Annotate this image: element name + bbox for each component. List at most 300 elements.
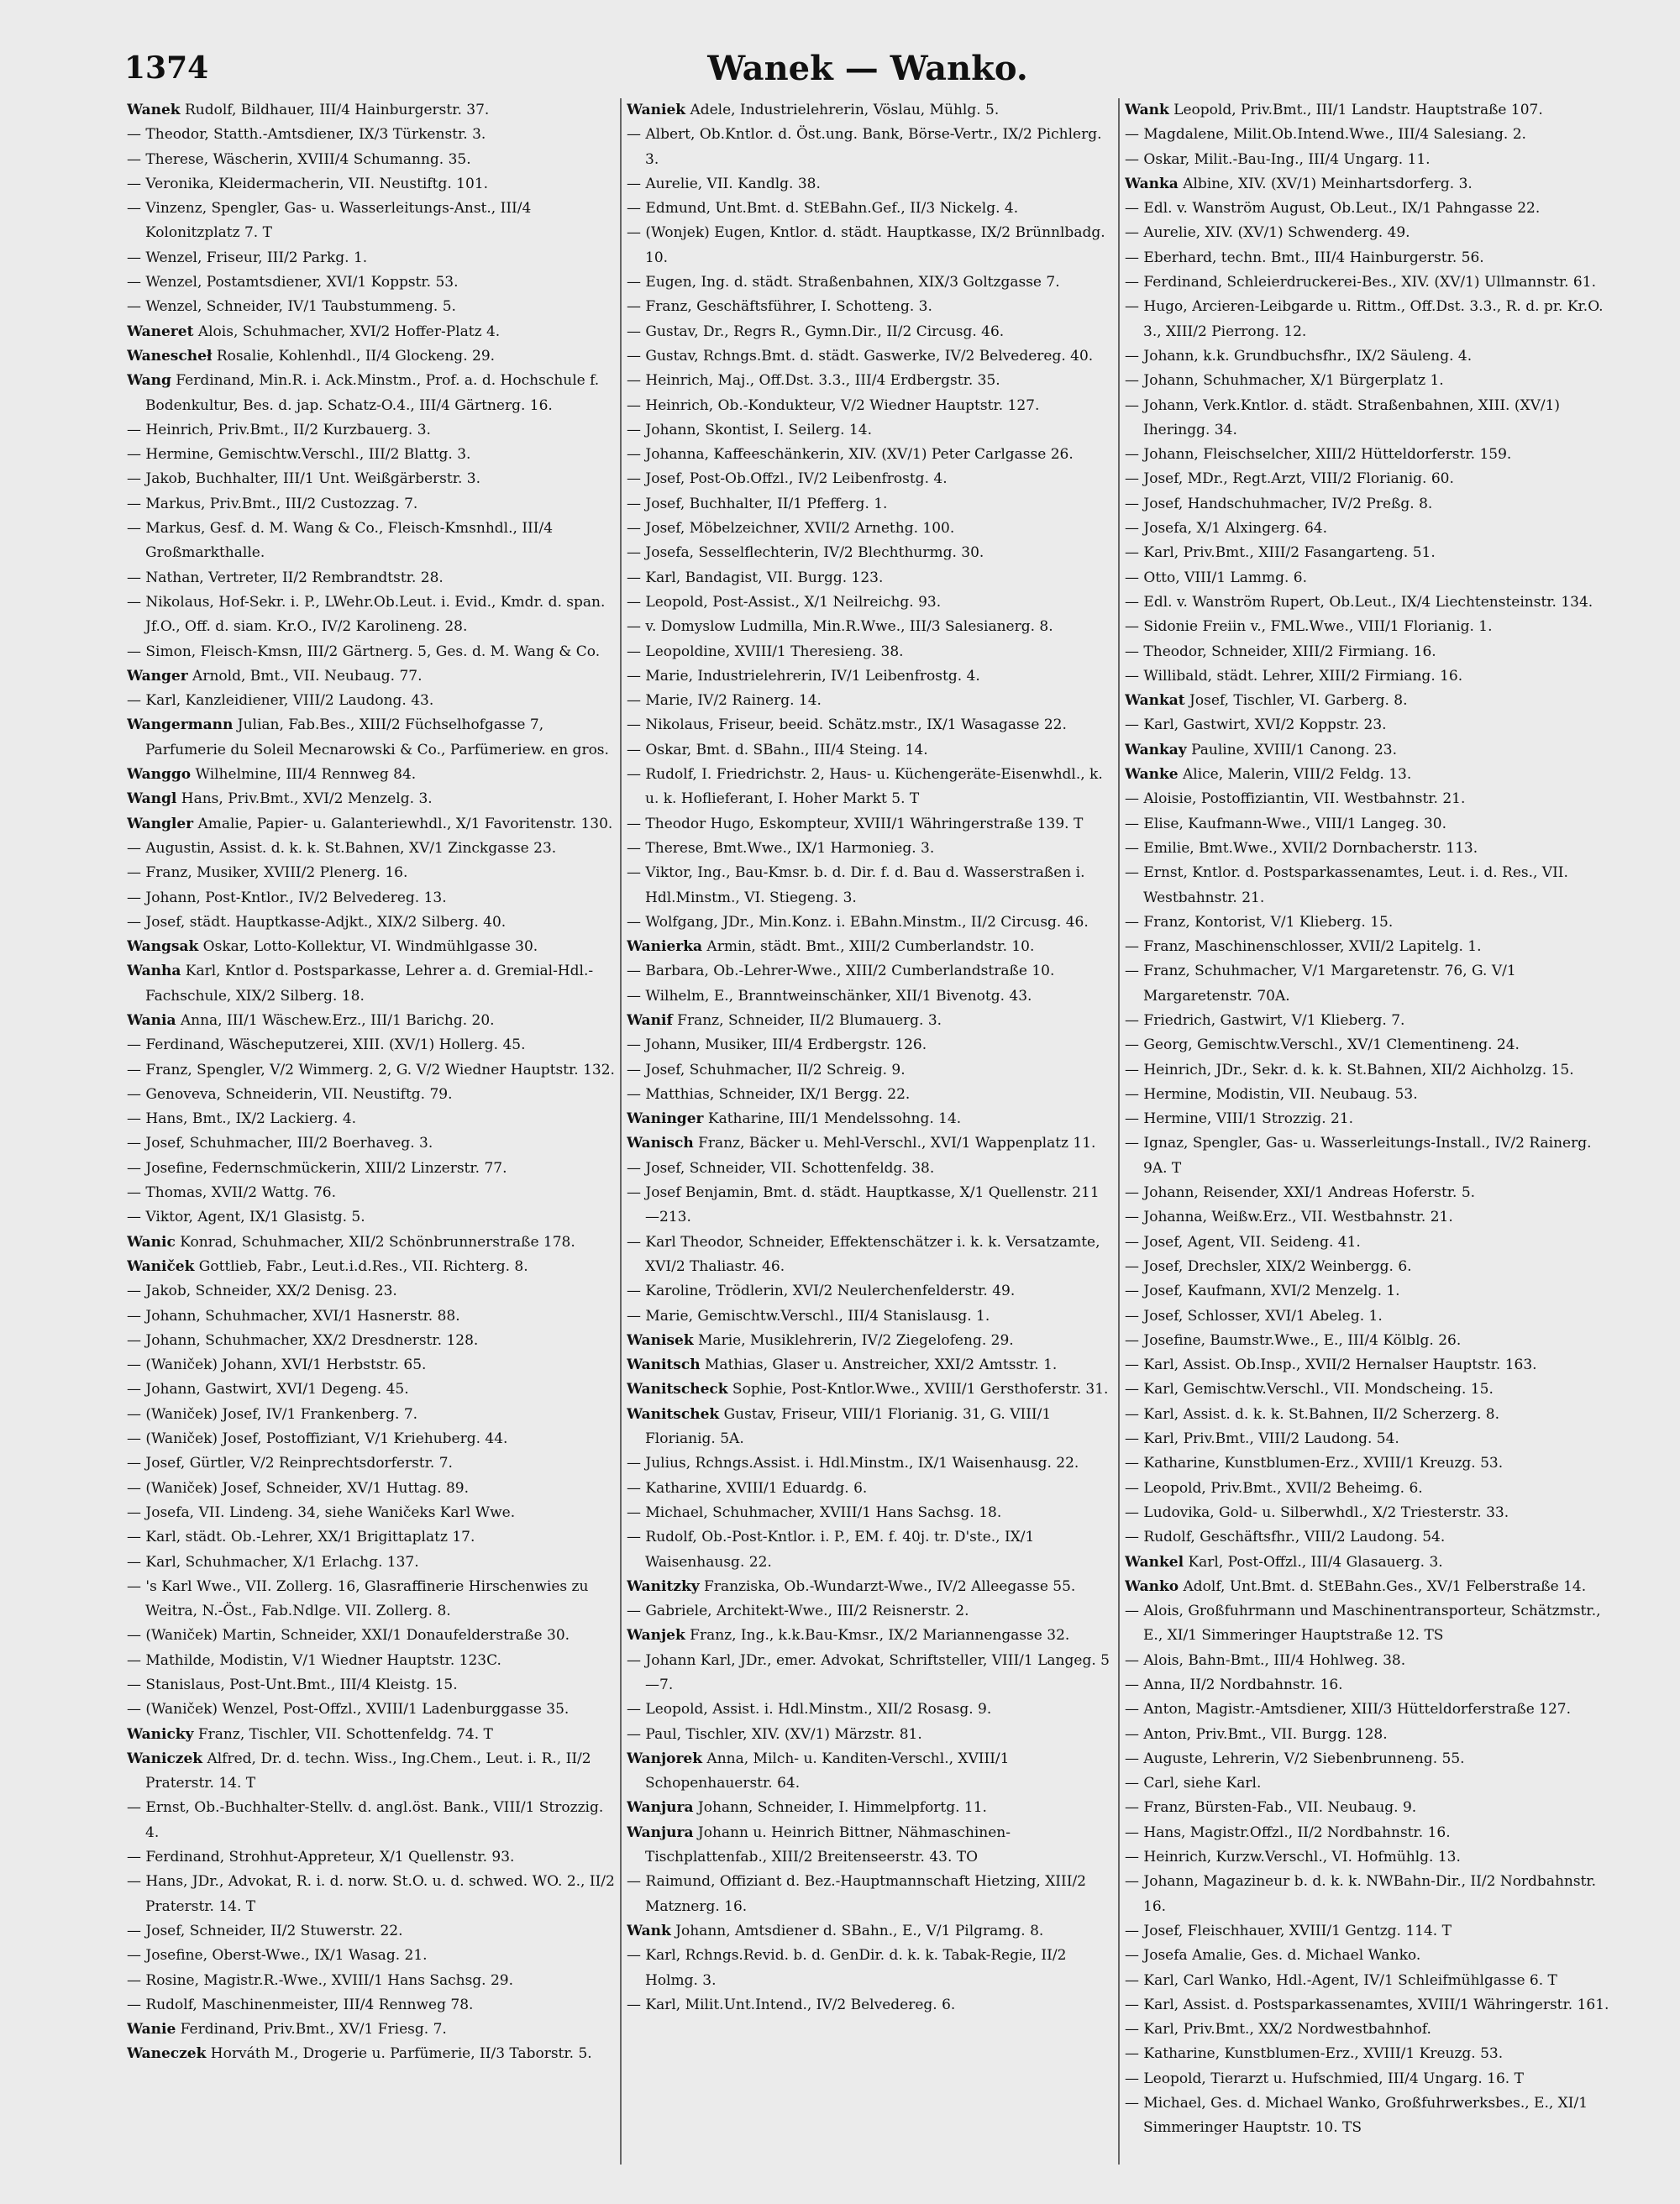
entry-text: — Josef, Drechsler, XIX/2 Weinbergg. 6. <box>1125 1257 1412 1275</box>
entry-text: Gustav, Friseur, VIII/1 Florianig. 31, G. VIII/1 Florianig. 5A. <box>645 1405 1052 1448</box>
entry-headword: Wanjorek <box>627 1750 703 1767</box>
entry-headword: Wank <box>627 1922 671 1939</box>
entry-text: — Hans, Bmt., IX/2 Lackierg. 4. <box>127 1110 357 1128</box>
entry-text: Franz, Bäcker u. Mehl-Verschl., XVI/1 Wappenplatz 11. <box>693 1135 1096 1152</box>
directory-entry <box>1125 837 1611 861</box>
directory-entry <box>1125 615 1611 639</box>
directory-entry <box>127 320 615 344</box>
entry-text: — Karl, Gastwirt, XVI/2 Koppstr. 23. <box>1125 716 1387 734</box>
directory-entry <box>1125 197 1611 221</box>
directory-entry <box>127 1551 615 1575</box>
entry-text: — Markus, Priv.Bmt., III/2 Custozzag. 7. <box>127 495 418 512</box>
directory-entry <box>127 566 615 590</box>
directory-entry <box>1125 959 1611 1009</box>
entry-text: Franz, Ing., k.k.Bau-Kmsr., IX/2 Mariannengasse 32. <box>685 1627 1070 1645</box>
entry-text: Adele, Industrielehrerin, Vöslau, Mühlg. 5. <box>685 102 1000 118</box>
entry-text: — Otto, VIII/1 Lammg. 6. <box>1125 569 1307 586</box>
entry-text: — Leopoldine, XVIII/1 Theresieng. 38. <box>627 643 904 660</box>
entry-text: Albine, XIV. (XV/1) Meinhartsdorferg. 3. <box>1178 175 1473 192</box>
directory-entry <box>1125 689 1611 713</box>
entry-text: — Gustav, Dr., Regrs R., Gymn.Dir., II/2 Circusg. 46. <box>627 323 1005 340</box>
directory-entry <box>1125 1845 1611 1870</box>
directory-entry <box>627 935 1113 959</box>
entry-text: — Josef, Kaufmann, XVI/2 Menzelg. 1. <box>1125 1283 1400 1300</box>
entry-text: — Rudolf, Ob.-Post-Kntlor. i. P., EM. f. 40j. tr. D'ste., IX/1 Waisenhausg. 22. <box>627 1529 1035 1571</box>
entry-text: — Leopold, Tierarzt u. Hufschmied, III/4 Ungarg. 16. T <box>1125 2070 1524 2087</box>
entry-text: — Anton, Magistr.-Amtsdiener, XIII/3 Hütteldorferstraße 127. <box>1125 1701 1572 1719</box>
directory-entry <box>1125 1796 1611 1820</box>
entry-text: — Nikolaus, Friseur, beeid. Schätz.mstr., IX/1 Wasagasse 22. <box>627 716 1067 734</box>
entry-text: — Sidonie Freiin v., FML.Wwe., VIII/1 Florianig. 1. <box>1125 618 1493 636</box>
entry-text: Franz, Tischler, VII. Schottenfeldg. 74. T <box>193 1725 493 1743</box>
directory-entry <box>627 295 1113 319</box>
entry-text: Armin, städt. Bmt., XIII/2 Cumberlandstr. 10. <box>702 938 1035 956</box>
entry-text: — Hermine, VIII/1 Strozzig. 21. <box>1125 1110 1354 1128</box>
entry-text: — Georg, Gemischtw.Verschl., XV/1 Clementineng. 24. <box>1125 1036 1520 1054</box>
directory-entry <box>627 369 1113 393</box>
directory-entry <box>627 566 1113 590</box>
directory-entry <box>127 1131 615 1156</box>
entry-headword: Wanjek <box>627 1627 685 1645</box>
directory-entry <box>627 1083 1113 1107</box>
entry-text: — Ernst, Kntlor. d. Postsparkassenamtes, Leut. i. d. Res., VII. Westbahnstr. 21. <box>1125 864 1568 906</box>
directory-entry <box>127 1231 615 1255</box>
directory-entry <box>627 861 1113 910</box>
entry-text: — Ludovika, Gold- u. Silberwhdl., X/2 Triesterstr. 33. <box>1125 1503 1509 1521</box>
entry-text: — Johann, Schuhmacher, X/1 Bürgerplatz 1. <box>1125 372 1444 390</box>
entry-text: — Josef, Fleischhauer, XVIII/1 Gentzg. 114. T <box>1125 1922 1452 1939</box>
directory-entry <box>1125 812 1611 837</box>
entry-text: — Rudolf, Maschinenmeister, III/4 Rennweg 78. <box>127 1996 474 2013</box>
directory-entry <box>127 295 615 319</box>
entry-text: Franziska, Ob.-Wundarzt-Wwe., IV/2 Alleegasse 55. <box>699 1577 1076 1595</box>
entry-text: — Stanislaus, Post-Unt.Bmt., III/4 Kleistg. 15. <box>127 1677 458 1693</box>
entry-headword: Wankay <box>1125 741 1187 758</box>
entry-headword: Wanitzky <box>627 1577 700 1595</box>
entry-text: Julian, Fab.Bes., XIII/2 Füchselhofgasse 7, Parfumerie du Soleil Mecnarowski & Co., Parfümeriew. en gros. <box>145 716 609 758</box>
entry-text: — Franz, Musiker, XVIII/2 Plenerg. 16. <box>127 864 408 882</box>
entry-text: — Karl Theodor, Schneider, Effektenschätzer i. k. k. Versatzamte, XVI/2 Thaliastr. 46. <box>627 1233 1100 1275</box>
directory-entry <box>127 713 615 763</box>
entry-text: — Josef, Schuhmacher, III/2 Boerhaveg. 3. <box>127 1135 433 1152</box>
directory-entry <box>1125 1231 1611 1255</box>
directory-entry <box>127 98 615 123</box>
entry-headword: Waneczek <box>127 2045 207 2063</box>
directory-entry <box>627 418 1113 443</box>
directory-entry <box>627 1451 1113 1476</box>
directory-entry <box>1125 738 1611 763</box>
entry-text: — Franz, Kontorist, V/1 Klieberg. 15. <box>1125 913 1394 931</box>
entry-text: — Josef, Buchhalter, II/1 Pfefferg. 1. <box>627 495 888 512</box>
directory-entry <box>1125 1329 1611 1353</box>
entry-text: — Wilhelm, E., Branntweinschänker, XII/1 Bivenotg. 43. <box>627 987 1032 1005</box>
entry-headword: Wanisch <box>627 1135 694 1152</box>
entry-text: — Rudolf, I. Friedrichstr. 2, Haus- u. Küchengeräte-Eisenwhdl., k. u. k. Hoflieferant, I. Hoher Markt 5. T <box>627 766 1103 808</box>
entry-text: Johann, Amtsdiener d. SBahn., E., V/1 Pilgramg. 8. <box>670 1922 1044 1939</box>
entry-text: — Barbara, Ob.-Lehrer-Wwe., XIII/2 Cumberlandstraße 10. <box>627 963 1055 980</box>
directory-entry <box>627 1944 1113 1993</box>
directory-entry <box>627 959 1113 984</box>
directory-entry <box>627 1723 1113 1747</box>
entry-text: — Friedrich, Gastwirt, V/1 Klieberg. 7. <box>1125 1011 1405 1029</box>
entry-text: — Johanna, Kaffeeschänkerin, XIV. (XV/1) Peter Carlgasse 26. <box>627 446 1074 464</box>
entry-text: — Josef Benjamin, Bmt. d. städt. Hauptkasse, X/1 Quellenstr. 211—213. <box>627 1184 1100 1226</box>
directory-entry <box>127 246 615 270</box>
entry-text: — Genoveva, Schneiderin, VII. Neustiftg. 79. <box>127 1085 453 1103</box>
entry-headword: Wanjura <box>627 1799 694 1817</box>
directory-entry <box>127 935 615 959</box>
directory-entry <box>1125 443 1611 467</box>
entry-headword: Wanitsch <box>627 1357 701 1374</box>
directory-entry <box>1125 1649 1611 1673</box>
entry-text: — Karl, Rchngs.Revid. b. d. GenDir. d. k. k. Tabak-Regie, II/2 Holmg. 3. <box>627 1947 1067 1989</box>
directory-entry <box>1125 295 1611 344</box>
directory-entry <box>627 1525 1113 1575</box>
directory-entry <box>127 1451 615 1476</box>
entry-text: Ferdinand, Min.R. i. Ack.Minstm., Prof. a. d. Hochschule f. Bodenkultur, Bes. d. jap. Schatz-O.4., III/4 Gärtnerg. 16. <box>145 372 600 414</box>
entry-text: — Anna, II/2 Nordbahnstr. 16. <box>1125 1677 1343 1693</box>
entry-text: — Karl, Priv.Bmt., XIII/2 Fasangarteng. 51. <box>1125 544 1436 562</box>
entry-text: — Josef, Gürtler, V/2 Reinprechtsdorferstr. 7. <box>127 1455 453 1472</box>
entry-text: — Alois, Bahn-Bmt., III/4 Hohlweg. 38. <box>1125 1651 1406 1669</box>
directory-entry <box>1125 1698 1611 1722</box>
entry-text: — Alois, Großfuhrmann und Maschinentransporteur, Schätzmstr., E., XI/1 Simmeringer Hauptstraße 12. TS <box>1125 1603 1601 1645</box>
directory-entry <box>627 1157 1113 1181</box>
entry-text: — Rosine, Magistr.R.-Wwe., XVIII/1 Hans Sachsg. 29. <box>127 1971 514 1989</box>
entry-text: — Karl, Priv.Bmt., VIII/2 Laudong. 54. <box>1125 1430 1399 1448</box>
entry-text: — Leopold, Assist. i. Hdl.Minstm., XII/2 Rosasg. 9. <box>627 1701 992 1719</box>
directory-entry <box>1125 1919 1611 1944</box>
entry-text: — Jakob, Schneider, XX/2 Denisg. 23. <box>127 1283 397 1300</box>
entry-text: — Jakob, Buchhalter, III/1 Unt. Weißgärberstr. 3. <box>127 470 480 488</box>
directory-entry <box>127 1353 615 1378</box>
directory-entry <box>127 861 615 885</box>
entry-text: — Theodor, Schneider, XIII/2 Firmiang. 16. <box>1125 643 1436 660</box>
entry-text: Katharine, III/1 Mendelssohng. 14. <box>703 1110 962 1128</box>
entry-text: Josef, Tischler, VI. Garberg. 8. <box>1184 692 1408 710</box>
entry-headword: Wania <box>127 1011 176 1029</box>
entry-text: — Edmund, Unt.Bmt. d. StEBahn.Gef., II/3 Nickelg. 4. <box>627 200 1019 218</box>
entry-text: — Gustav, Rchngs.Bmt. d. städt. Gaswerke, IV/2 Belvedereg. 40. <box>627 347 1094 365</box>
entry-text: — Ferdinand, Wäscheputzerei, XIII. (XV/1) Hollerg. 45. <box>127 1036 526 1054</box>
entry-text: — Willibald, städt. Lehrer, XIII/2 Firmiang. 16. <box>1125 667 1463 685</box>
entry-text: — Aurelie, XIV. (XV/1) Schwenderg. 49. <box>1125 224 1410 242</box>
directory-entry <box>127 517 615 566</box>
directory-entry <box>627 1698 1113 1722</box>
entry-headword: Wanha <box>127 963 181 980</box>
directory-entry <box>127 640 615 664</box>
directory-entry <box>1125 1033 1611 1057</box>
entry-text: — (Waniček) Martin, Schneider, XXI/1 Donaufelderstraße 30. <box>127 1627 570 1645</box>
directory-entry <box>127 1673 615 1698</box>
entry-headword: Wangsak <box>127 938 199 956</box>
directory-entry <box>1125 221 1611 245</box>
entry-text: — Josef, Schneider, VII. Schottenfeldg. 38. <box>627 1159 935 1177</box>
directory-entry <box>1125 467 1611 491</box>
directory-entry <box>1125 172 1611 197</box>
directory-entry <box>1125 1599 1611 1649</box>
directory-entry <box>127 1698 615 1722</box>
directory-entry <box>627 664 1113 689</box>
entry-text: — Katharine, XVIII/1 Eduardg. 6. <box>627 1479 868 1497</box>
directory-entry <box>127 1304 615 1329</box>
directory-entry <box>127 1624 615 1648</box>
entry-headword: Waniček <box>127 1257 195 1275</box>
directory-entry <box>627 1599 1113 1624</box>
entry-headword: Wanif <box>627 1011 673 1029</box>
directory-entry <box>127 1919 615 1944</box>
entry-text: — Karl, städt. Ob.-Lehrer, XX/1 Brigittaplatz 17. <box>127 1529 475 1546</box>
directory-entry <box>627 197 1113 221</box>
entry-text: Arnold, Bmt., VII. Neubaug. 77. <box>187 667 423 685</box>
entry-text: — Michael, Ges. d. Michael Wanko, Großfuhrwerksbes., E., XI/1 Simmeringer Hauptstr. 10. TS <box>1125 2095 1588 2137</box>
entry-text: Rudolf, Bildhauer, III/4 Hainburgerstr. 37. <box>180 102 490 118</box>
entry-text: — Aloisie, Postoffiziantin, VII. Westbahnstr. 21. <box>1125 790 1466 808</box>
directory-entry <box>127 1279 615 1304</box>
entry-text: — Hugo, Arcieren-Leibgarde u. Rittm., Off.Dst. 3.3., R. d. pr. Kr.O. 3., XIII/2 Pierrong. 12. <box>1125 298 1604 340</box>
entry-text: — Johann, Schuhmacher, XX/2 Dresdnerstr. 128. <box>127 1331 479 1349</box>
entry-text: — Karoline, Trödlerin, XVI/2 Neulerchenfelderstr. 49. <box>627 1283 1016 1300</box>
directory-entry <box>127 1329 615 1353</box>
entry-headword: Wangermann <box>127 716 234 734</box>
directory-entry <box>1125 1181 1611 1205</box>
directory-entry <box>1125 369 1611 393</box>
entry-text: — Albert, Ob.Kntlor. d. Öst.ung. Bank, Börse-Vertr., IX/2 Pichlerg. 3. <box>627 126 1102 168</box>
entry-text: — Johann, Magazineur b. d. k. k. NWBahn-Dir., II/2 Nordbahnstr. 16. <box>1125 1873 1597 1915</box>
entry-text: — Josefine, Federnschmückerin, XIII/2 Linzerstr. 77. <box>127 1159 507 1177</box>
entry-text: — Julius, Rchngs.Assist. i. Hdl.Minstm., IX/1 Waisenhausg. 22. <box>627 1455 1079 1472</box>
entry-text: — Karl, Assist. d. Postsparkassenamtes, XVIII/1 Währingerstr. 161. <box>1125 1996 1609 2013</box>
entry-headword: Wanic <box>127 1233 176 1251</box>
directory-entry <box>627 738 1113 763</box>
directory-entry <box>1125 1427 1611 1451</box>
entry-headword: Waniek <box>627 102 686 118</box>
directory-entry <box>627 344 1113 369</box>
directory-entry <box>1125 1451 1611 1476</box>
directory-entry <box>127 1181 615 1205</box>
directory-entry <box>627 1477 1113 1501</box>
entry-headword: Wanie <box>127 2021 176 2039</box>
entry-text: Anna, III/1 Wäschew.Erz., III/1 Barichg. 20. <box>176 1011 495 1029</box>
entry-text: — Josef, Schneider, II/2 Stuwerstr. 22. <box>127 1922 403 1939</box>
entry-text: — Johann, Verk.Kntlor. d. städt. Straßenbahnen, XIII. (XV/1) Iheringg. 34. <box>1125 396 1561 438</box>
entry-text: — Johann, k.k. Grundbuchsfhr., IX/2 Säuleng. 4. <box>1125 347 1473 365</box>
directory-entry <box>1125 1723 1611 1747</box>
directory-entry <box>127 1058 615 1083</box>
directory-entry <box>1125 1403 1611 1427</box>
directory-entry <box>127 1107 615 1131</box>
directory-entry <box>627 1821 1113 1871</box>
entry-text: Alice, Malerin, VIII/2 Feldg. 13. <box>1178 766 1412 784</box>
entry-text: — Johanna, Weißw.Erz., VII. Westbahnstr. 21. <box>1125 1209 1453 1226</box>
entry-text: — Karl, Carl Wanko, Hdl.-Agent, IV/1 Schleifmühlgasse 6. T <box>1125 1971 1557 1989</box>
directory-entry <box>1125 1575 1611 1599</box>
directory-entry <box>127 1870 615 1919</box>
entry-text: Johann, Schneider, I. Himmelpfortg. 11. <box>693 1799 987 1817</box>
entry-text: — Johann, Musiker, III/4 Erdbergstr. 126. <box>627 1036 927 1054</box>
directory-entry <box>127 886 615 910</box>
directory-entry <box>127 763 615 787</box>
entry-headword: Wanek <box>127 102 181 118</box>
directory-entry <box>627 221 1113 270</box>
directory-entry <box>127 959 615 1009</box>
entry-text: — Viktor, Ing., Bau-Kmsr. b. d. Dir. f. d. Bau d. Wasserstraßen i. Hdl.Minstm., VI. Stiegeng. 3. <box>627 864 1085 906</box>
entry-text: Marie, Musiklehrerin, IV/2 Ziegelofeng. 29. <box>693 1331 1014 1349</box>
entry-text: — Johann, Post-Kntlor., IV/2 Belvedereg. 13. <box>127 889 447 906</box>
directory-entry <box>127 197 615 246</box>
entry-text: Karl, Post-Offzl., III/4 Glasauerg. 3. <box>1184 1553 1443 1571</box>
entry-text: — Hans, Magistr.Offzl., II/2 Nordbahnstr. 16. <box>1125 1824 1451 1841</box>
entry-text: — Josef, Möbelzeichner, XVII/2 Arnethg. 100. <box>627 520 955 538</box>
entry-text: — Mathilde, Modistin, V/1 Wiedner Hauptstr. 123C. <box>127 1651 501 1669</box>
entry-headword: Waniczek <box>127 1750 203 1767</box>
directory-entry <box>1125 2018 1611 2042</box>
directory-entry <box>1125 492 1611 517</box>
directory-entry <box>127 1796 615 1845</box>
entry-text: — Aurelie, VII. Kandlg. 38. <box>627 175 821 192</box>
directory-entry <box>1125 517 1611 541</box>
directory-entry <box>627 1231 1113 1280</box>
directory-entry <box>627 640 1113 664</box>
entry-text: — Oskar, Bmt. d. SBahn., III/4 Steing. 14. <box>627 741 928 758</box>
entry-text: — Auguste, Lehrerin, V/2 Siebenbrunneng. 55. <box>1125 1750 1465 1767</box>
entry-headword: Wanierka <box>627 938 703 956</box>
directory-entry <box>127 1575 615 1624</box>
directory-entry <box>127 467 615 491</box>
directory-entry <box>127 910 615 935</box>
directory-entry <box>127 812 615 837</box>
directory-entry <box>127 1477 615 1501</box>
entry-text: Sophie, Post-Kntlor.Wwe., XVIII/1 Gersthoferstr. 31. <box>727 1381 1109 1398</box>
directory-entry <box>627 1993 1113 2018</box>
directory-entry <box>1125 1673 1611 1698</box>
running-head: Wanek — Wanko. <box>707 49 1028 88</box>
directory-entry <box>1125 1477 1611 1501</box>
column-2 <box>620 98 1118 2165</box>
directory-entry <box>127 590 615 640</box>
entry-text: — Eberhard, techn. Bmt., III/4 Hainburgerstr. 56. <box>1125 249 1484 266</box>
entry-headword: Wankat <box>1125 692 1185 710</box>
entry-text: — Marie, Gemischtw.Verschl., III/4 Stanislausg. 1. <box>627 1307 990 1325</box>
entry-text: — Vinzenz, Spengler, Gas- u. Wasserleitungs-Anst., III/4 Kolonitzplatz 7. T <box>127 200 532 242</box>
entry-text: — Elise, Kaufmann-Wwe., VIII/1 Langeg. 30. <box>1125 815 1447 832</box>
directory-entry <box>127 443 615 467</box>
directory-entry <box>127 1157 615 1181</box>
directory-entry <box>1125 2091 1611 2141</box>
entry-text: — Karl, Assist. Ob.Insp., XVII/2 Hernalser Hauptstr. 163. <box>1125 1357 1537 1374</box>
directory-entry <box>127 2018 615 2042</box>
directory-entry <box>627 713 1113 737</box>
entry-text: — (Waniček) Josef, IV/1 Frankenberg. 7. <box>127 1405 418 1423</box>
entry-text: — Franz, Bürsten-Fab., VII. Neubaug. 9. <box>1125 1799 1417 1817</box>
directory-entry <box>1125 1279 1611 1304</box>
directory-entry <box>1125 1083 1611 1107</box>
entry-text: — Ferdinand, Strohhut-Appreteur, X/1 Quellenstr. 93. <box>127 1849 515 1866</box>
directory-entry <box>127 172 615 197</box>
entry-text: — Rudolf, Geschäftsfhr., VIII/2 Laudong. 54. <box>1125 1529 1446 1546</box>
entry-text: — (Wonjek) Eugen, Kntlor. d. städt. Hauptkasse, IX/2 Brünnlbadg. 10. <box>627 224 1105 266</box>
entry-headword: Waninger <box>627 1110 704 1128</box>
entry-text: — Simon, Fleisch-Kmsn, III/2 Gärtnerg. 5, Ges. d. M. Wang & Co. <box>127 643 601 660</box>
entry-text: — Karl, Assist. d. k. k. St.Bahnen, II/2 Scherzerg. 8. <box>1125 1405 1500 1423</box>
directory-entry <box>127 1033 615 1057</box>
directory-entry <box>627 1009 1113 1033</box>
entry-text: — Josefine, Baumstr.Wwe., E., III/4 Kölblg. 26. <box>1125 1331 1462 1349</box>
directory-entry <box>1125 1501 1611 1525</box>
directory-entry <box>1125 1255 1611 1279</box>
entry-text: — Raimund, Offiziant d. Bez.-Hauptmannschaft Hietzing, XIII/2 Matznerg. 16. <box>627 1873 1086 1915</box>
directory-entry <box>627 1378 1113 1402</box>
entry-text: — Josef, städt. Hauptkasse-Adjkt., XIX/2 Silberg. 40. <box>127 913 507 931</box>
directory-entry <box>127 148 615 172</box>
directory-entry <box>627 1624 1113 1648</box>
directory-entry <box>127 1083 615 1107</box>
directory-entry <box>1125 270 1611 295</box>
entry-text: — Michael, Schuhmacher, XVIII/1 Hans Sachsg. 18. <box>627 1503 1002 1521</box>
entry-headword: Wanicky <box>127 1725 194 1743</box>
entry-text: — Josefa, X/1 Alxingerg. 64. <box>1125 520 1328 538</box>
directory-entry <box>627 1919 1113 1944</box>
directory-entry <box>627 1131 1113 1156</box>
directory-entry <box>1125 1771 1611 1796</box>
entry-text: — Nikolaus, Hof-Sekr. i. P., LWehr.Ob.Leut. i. Evid., Kmdr. d. span. Jf.O., Off. d. siam. Kr.O., IV/2 Karolineng. 28. <box>127 593 606 636</box>
directory-entry <box>1125 566 1611 590</box>
entry-text: — Hans, JDr., Advokat, R. i. d. norw. St.O. u. d. schwed. WO. 2., II/2 Praterstr. 14. T <box>127 1873 615 1915</box>
entry-text: — Therese, Wäscherin, XVIII/4 Schumanng. 35. <box>127 150 471 168</box>
directory-entry <box>1125 1821 1611 1845</box>
columns <box>122 98 1617 2165</box>
entry-text: — Heinrich, Priv.Bmt., II/2 Kurzbauerg. 3. <box>127 421 431 438</box>
entry-text: Anna, Milch- u. Kanditen-Verschl., XVIII/1 Schopenhauerstr. 64. <box>645 1750 1010 1792</box>
entry-text: Alois, Schuhmacher, XVI/2 Hoffer-Platz 4. <box>193 323 501 340</box>
directory-entry <box>127 369 615 418</box>
entry-text: — Theodor, Statth.-Amtsdiener, IX/3 Türkenstr. 3. <box>127 126 486 144</box>
entry-text: Wilhelmine, III/4 Rennweg 84. <box>191 766 417 784</box>
directory-entry <box>627 1304 1113 1329</box>
entry-text: — Johann, Skontist, I. Seilerg. 14. <box>627 421 873 438</box>
directory-entry <box>627 320 1113 344</box>
entry-text: — Franz, Schuhmacher, V/1 Margaretenstr. 76, G. V/1 Margaretenstr. 70A. <box>1125 963 1516 1005</box>
entry-text: — Franz, Geschäftsführer, I. Schotteng. 3. <box>627 298 932 316</box>
entry-text: — Wolfgang, JDr., Min.Konz. i. EBahn.Minstm., II/2 Circusg. 46. <box>627 913 1089 931</box>
entry-text: — Paul, Tischler, XIV. (XV/1) Märzstr. 81. <box>627 1725 922 1743</box>
entry-text: Konrad, Schuhmacher, XII/2 Schönbrunnerstraße 178. <box>175 1233 575 1251</box>
directory-entry <box>627 615 1113 639</box>
entry-text: — Katharine, Kunstblumen-Erz., XVIII/1 Kreuzg. 53. <box>1125 1455 1504 1472</box>
entry-text: — (Waniček) Josef, Schneider, XV/1 Huttag. 89. <box>127 1479 469 1497</box>
entry-text: — Theodor Hugo, Eskompteur, XVIII/1 Währingerstraße 139. T <box>627 815 1084 832</box>
entry-text: — Johann, Fleischselcher, XIII/2 Hütteldorferstr. 159. <box>1125 446 1512 464</box>
entry-headword: Wankel <box>1125 1553 1184 1571</box>
directory-entry <box>627 1649 1113 1698</box>
directory-entry <box>127 1969 615 1993</box>
entry-text: — (Waniček) Johann, XVI/1 Herbststr. 65. <box>127 1357 427 1374</box>
directory-entry <box>627 689 1113 713</box>
entry-text: Mathias, Glaser u. Anstreicher, XXI/2 Amtsstr. 1. <box>700 1357 1058 1374</box>
directory-entry <box>627 1796 1113 1820</box>
entry-text: — Ignaz, Spengler, Gas- u. Wasserleitungs-Install., IV/2 Rainerg. 9A. T <box>1125 1135 1592 1177</box>
entry-text: Johann u. Heinrich Bittner, Nähmaschinen-Tischplattenfab., XIII/2 Breitenseerstr. 43. TO <box>645 1824 1011 1866</box>
directory-entry <box>1125 1747 1611 1771</box>
directory-entry <box>627 123 1113 172</box>
directory-entry <box>127 689 615 713</box>
entry-text: — Gabriele, Architekt-Wwe., III/2 Reisnerstr. 2. <box>627 1603 969 1620</box>
directory-entry <box>627 172 1113 197</box>
directory-entry <box>127 1747 615 1797</box>
entry-text: — Josef, MDr., Regt.Arzt, VIII/2 Florianig. 60. <box>1125 470 1454 488</box>
directory-entry <box>127 787 615 811</box>
entry-headword: Wanke <box>1125 766 1179 784</box>
